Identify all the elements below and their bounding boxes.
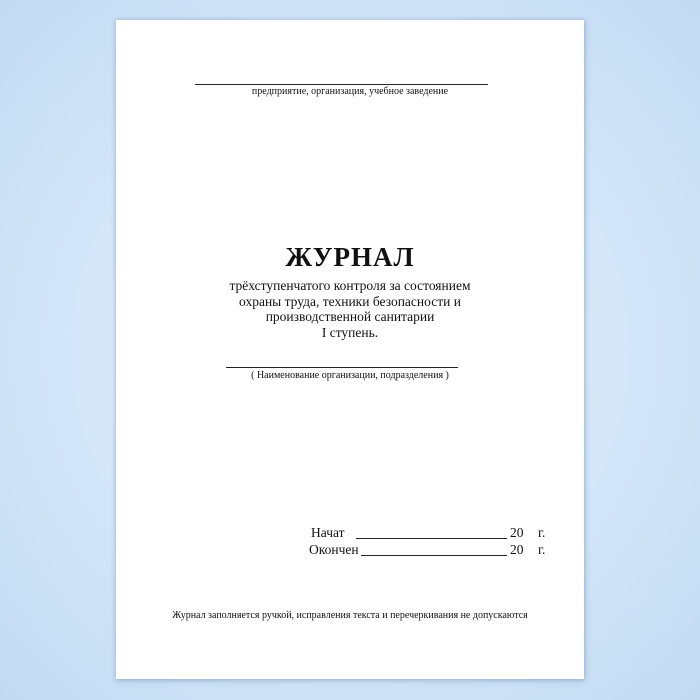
unit-caption: ( Наименование организации, подразделения ): [251, 370, 449, 381]
started-fill-line: [356, 538, 507, 539]
organization-fill-line: [195, 84, 488, 85]
unit-fill-line: [226, 367, 458, 368]
subtitle-line: охраны труда, техники безопасности и: [239, 293, 461, 309]
started-year-suffix: г.: [538, 525, 546, 540]
ended-century: 20: [510, 542, 524, 557]
document-subtitle: [116, 278, 584, 340]
started-label: Начат: [311, 525, 345, 540]
ended-label: Окончен: [309, 542, 359, 557]
started-century: 20: [510, 525, 524, 540]
journal-cover-sheet: [116, 20, 584, 679]
ended-fill-line: [361, 555, 507, 556]
subtitle-line: I ступень.: [321, 324, 379, 340]
subtitle-line: трёхступенчатого контроля за состоянием: [229, 278, 471, 293]
organization-caption: предприятие, организация, учебное заведение: [251, 86, 449, 97]
document-title: ЖУРНАЛ: [285, 242, 415, 272]
ended-year-suffix: г.: [538, 542, 546, 557]
subtitle-line: производственной санитарии: [265, 309, 435, 324]
started-date-row: [311, 525, 551, 541]
footer-note: Журнал заполняется ручкой, исправления текста и перечеркивания не допускаются: [172, 610, 528, 621]
ended-date-row: [309, 542, 551, 558]
